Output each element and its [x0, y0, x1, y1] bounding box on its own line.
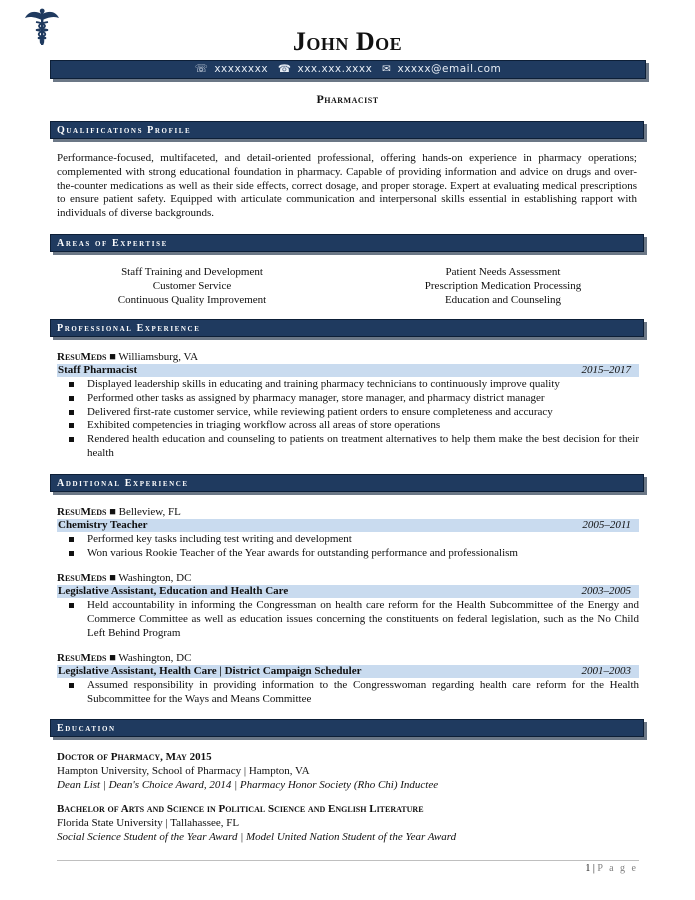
school: Florida State University | Tallahassee, FL [57, 817, 240, 829]
job-role: Legislative Assistant, Health Care | District Campaign Scheduler [58, 665, 362, 677]
job-bar [57, 665, 639, 678]
honors: Dean List | Dean's Choice Award, 2014 | Pharmacy Honor Society (Rho Chi) Inductee [57, 779, 439, 791]
section-professional: Professional Experience [50, 319, 644, 337]
envelope-icon: ✉ [382, 63, 392, 75]
job-dates: 2005–2011 [582, 519, 631, 531]
phone2: xxx.xxx.xxxx [297, 63, 373, 75]
bullet-list [57, 599, 639, 640]
job-bar [57, 519, 639, 532]
page-footer [585, 863, 638, 874]
footer-divider [57, 860, 639, 861]
bullet-item: Displayed leadership skills in educating and training pharmacy technicians to continuously improve quality [57, 378, 639, 392]
expertise-item: Continuous Quality Improvement [117, 294, 267, 306]
degree: Bachelor of Arts and Science in Political Science and English Literature [57, 803, 424, 815]
bullet-item: Exhibited competencies in triaging workflow across all areas of store operations [57, 419, 639, 433]
company-line: ResuMeds ■ Williamsburg, VA [57, 351, 199, 363]
qualifications-paragraph: Performance-focused, multifaceted, and detail-oriented professional, offering hands-on experience in pharmacy operations; complemented with strong educational foundation in pharmacy. Capable of providing information and advice on drugs and over-the-counter medications as well as their side effects, correct dosage, and proper storage. Expert at evaluating medical prescriptions to ensure patient safety. Equipped with articulate communication and interpersonal skills essential in establishing rapport with individuals of diverse backgrounds. [57, 152, 637, 220]
job-role: Chemistry Teacher [58, 519, 148, 531]
bullet-item: Performed other tasks as assigned by pharmacy manager, store manager, and pharmacy district manager [57, 392, 639, 406]
education-entry [57, 750, 438, 792]
expertise-item: Prescription Medication Processing [424, 280, 582, 292]
section-qualifications: Qualifications Profile [50, 121, 644, 139]
bullet-item: Rendered health education and counseling to patients on treatment alternatives to help them make the best decision for their health [57, 433, 639, 461]
education-entry [57, 802, 456, 844]
job-bar [57, 585, 639, 598]
page-separator: | [592, 863, 595, 874]
section-expertise: Areas of Expertise [50, 234, 644, 252]
expertise-right [403, 265, 603, 307]
bullet-list [57, 533, 639, 561]
expertise-left [92, 265, 292, 307]
bullet-item: Delivered first-rate customer service, while reviewing patient orders to ensure completeness and accuracy [57, 406, 639, 420]
company-line: ResuMeds ■ Belleview, FL [57, 506, 181, 518]
company-line: ResuMeds ■ Washington, DC [57, 572, 192, 584]
expertise-item: Staff Training and Development [121, 266, 263, 278]
bullet-item: Won various Rookie Teacher of the Year awards for outstanding performance and professionalism [57, 547, 639, 561]
school: Hampton University, School of Pharmacy | Hampton, VA [57, 765, 310, 777]
degree: Doctor of Pharmacy, May 2015 [57, 751, 212, 763]
section-additional: Additional Experience [50, 474, 644, 492]
job-dates: 2001–2003 [581, 665, 631, 677]
bullet-item: Held accountability in informing the Congressman on health care reform for the Health Subcommittee of the Energy and Commerce Committee as well as education issues concerning the constituents on federal legislation, such as the No Child Left Behind Program [57, 599, 639, 640]
phone1: xxxxxxxx [214, 63, 269, 75]
bullet-item: Performed key tasks including test writing and development [57, 533, 639, 547]
job-role: Legislative Assistant, Education and Health Care [58, 585, 289, 597]
section-education: Education [50, 719, 644, 737]
honors: Social Science Student of the Year Award | Model United Nation Student of the Year Award [57, 831, 457, 843]
expertise-item: Education and Counseling [444, 294, 562, 306]
job-role: Staff Pharmacist [58, 364, 138, 376]
email[interactable]: xxxxx@email.com [397, 63, 502, 75]
page-number: 1 [585, 863, 591, 874]
job-title: Pharmacist [316, 92, 379, 106]
bullet-list [57, 679, 639, 707]
bullet-list [57, 378, 639, 461]
expertise-item: Customer Service [152, 280, 232, 292]
contact-bar [50, 60, 646, 79]
job-dates: 2003–2005 [581, 585, 631, 597]
job-bar [57, 364, 639, 377]
page-label: P a g e [597, 863, 638, 874]
job-dates: 2015–2017 [581, 364, 631, 376]
mobile-phone-icon: ☏ [194, 63, 209, 75]
expertise-item: Patient Needs Assessment [445, 266, 561, 278]
company-line: ResuMeds ■ Washington, DC [57, 652, 192, 664]
telephone-icon: ☎ [277, 63, 292, 75]
candidate-name: John Doe [292, 27, 403, 56]
bullet-item: Assumed responsibility in providing information to the Congresswoman regarding health care reform for the Health Subcommittee for the Ways and Means Committee [57, 679, 639, 707]
